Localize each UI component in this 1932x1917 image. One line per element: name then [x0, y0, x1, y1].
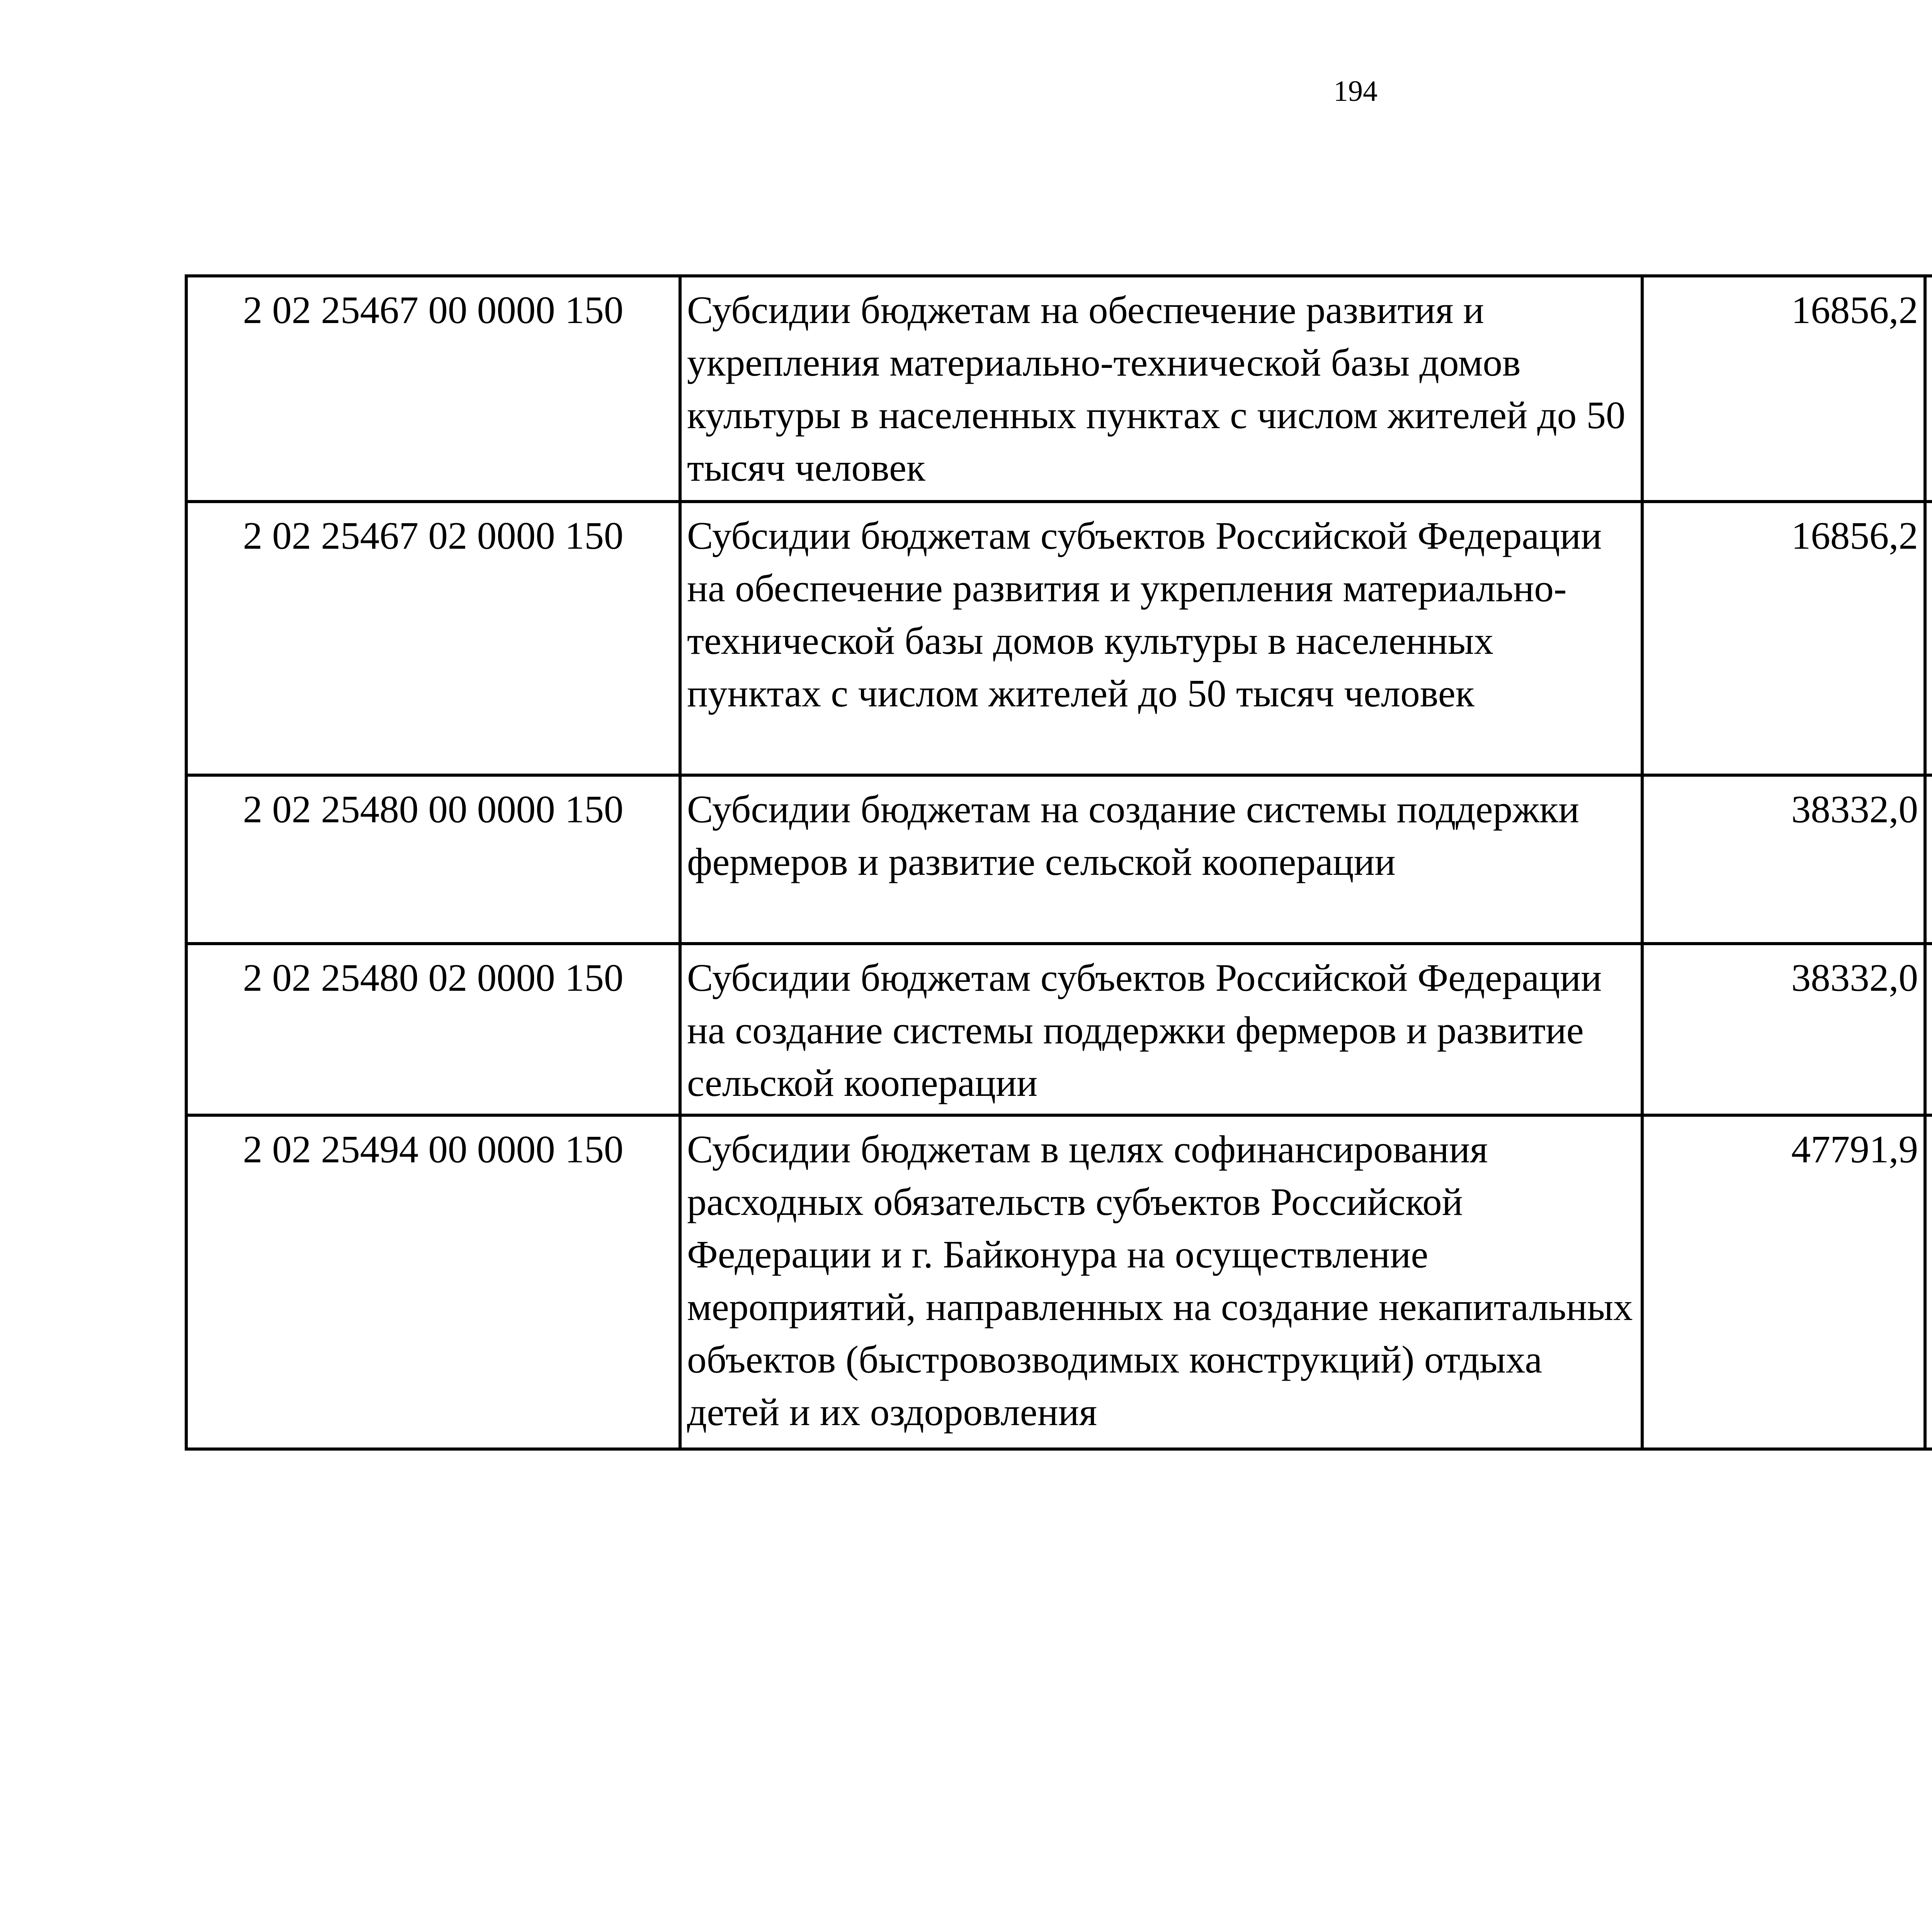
table-row: [186, 944, 1932, 1115]
value-1-cell: 16856,2: [1642, 276, 1925, 502]
value-2-cell: [1925, 276, 1932, 502]
value-2-cell: [1925, 502, 1932, 775]
value-1-cell: 16856,2: [1642, 502, 1925, 775]
table-row: [186, 502, 1932, 775]
description-cell: Субсидии бюджетам на обеспечение развития и укрепления материально-технической базы домов культуры в населенных пунктах с числом жителей до 50 тысяч человек: [680, 276, 1642, 502]
value-2-cell: [1925, 1115, 1932, 1449]
value-1-cell: 38332,0: [1642, 775, 1925, 944]
value-1-cell: 47791,9: [1642, 1115, 1925, 1449]
value-1-cell: 38332,0: [1642, 944, 1925, 1115]
budget-code-cell: 2 02 25480 02 0000 150: [186, 944, 680, 1115]
table-row: [186, 1115, 1932, 1449]
table-row: [186, 276, 1932, 502]
value-2-cell: [1925, 775, 1932, 944]
budget-code-cell: 2 02 25494 00 0000 150: [186, 1115, 680, 1449]
description-cell: Субсидии бюджетам на создание системы поддержки фермеров и развитие сельской кооперации: [680, 775, 1642, 944]
page-number: 194: [1333, 75, 1378, 107]
budget-code-cell: 2 02 25467 00 0000 150: [186, 276, 680, 502]
budget-code-cell: 2 02 25467 02 0000 150: [186, 502, 680, 775]
table-row: [186, 775, 1932, 944]
description-cell: Субсидии бюджетам субъектов Российской Федерации на обеспечение развития и укрепления материально-технической базы домов культуры в населенных пунктах с числом жителей до 50 тысяч человек: [680, 502, 1642, 775]
description-cell: Субсидии бюджетам в целях софинансирования расходных обязательств субъектов Российской Федерации и г. Байконура на осуществление мероприятий, направленных на создание некапитальных объектов (быстровозводимых конструкций) отдыха детей и их оздоровления: [680, 1115, 1642, 1449]
budget-table: [185, 274, 1932, 1451]
description-cell: Субсидии бюджетам субъектов Российской Федерации на создание системы поддержки фермеров и развитие сельской кооперации: [680, 944, 1642, 1115]
value-2-cell: [1925, 944, 1932, 1115]
budget-code-cell: 2 02 25480 00 0000 150: [186, 775, 680, 944]
